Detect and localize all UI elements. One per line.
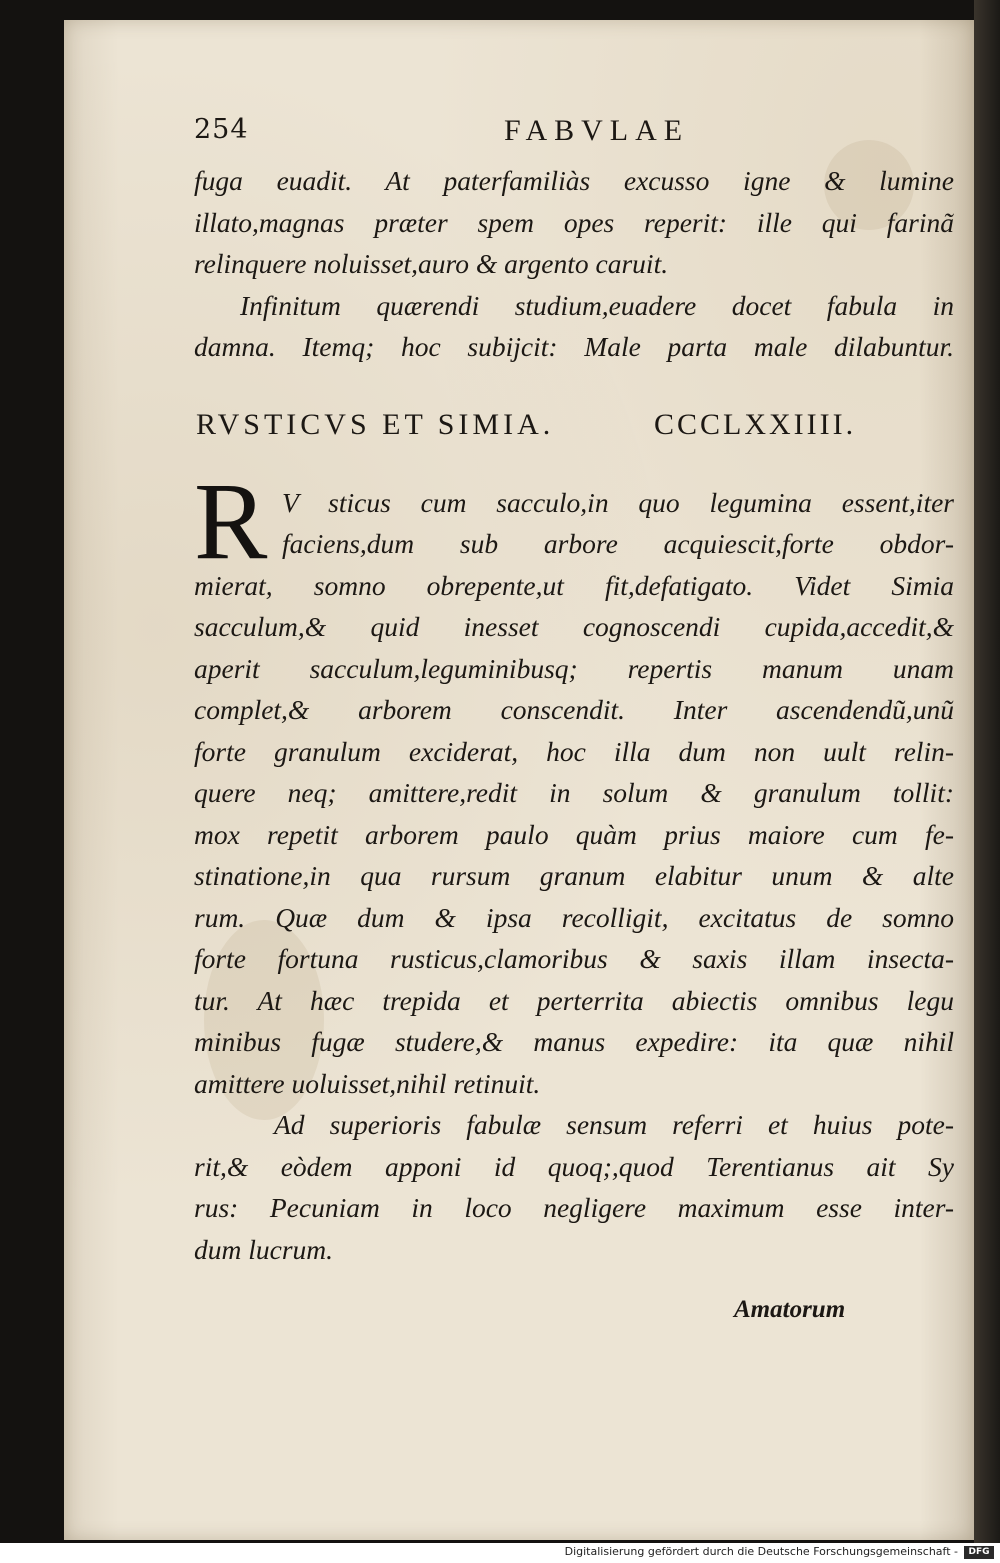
running-head: FABVLAE (504, 114, 690, 147)
text-line: relinquere noluisset,auro & argento caruit. (194, 248, 669, 279)
text-line: amittere uoluisset,nihil retinuit. (194, 1067, 541, 1099)
page-header (194, 108, 954, 160)
text-line: damna. Itemq; hoc subijcit: Male parta male dilabuntur. (194, 331, 954, 362)
text-line: fuga euadit. At paterfamiliàs excusso igne & lumine (194, 165, 954, 196)
footer-credit: Digitalisierung gefördert durch die Deutsche Forschungsgemeinschaft - (564, 1545, 958, 1558)
text-line: forte fortuna rusticus,clamoribus & saxis illam insecta- (194, 943, 954, 974)
text-line: rit,& eòdem apponi id quoq;,quod Terentianus ait Sy (194, 1150, 954, 1182)
text-line: V sticus cum sacculo,in quo legumina essent,iter (282, 486, 954, 518)
fable-title-text: RVSTICVS ET SIMIA. (196, 407, 555, 441)
text-line: mierat, somno obrepente,ut fit,defatigato. Videt Simia (194, 569, 954, 601)
text-line: quere neq; amittere,redit in solum & granulum tollit: (194, 777, 954, 808)
text-line: minibus fugæ studere,& manus expedire: ita quæ nihil (194, 1026, 954, 1057)
dfg-logo-icon[interactable]: DFG (964, 1546, 994, 1559)
fable-paragraph (194, 459, 954, 1105)
page-text (194, 108, 954, 1323)
text-line: forte granulum exciderat, hoc illa dum non uult relin- (194, 735, 954, 767)
intro-paragraph (194, 160, 954, 285)
text-line: Ad superioris fabulæ sensum referri et huius pote- (274, 1109, 954, 1140)
text-line: mox repetit arborem paulo quàm prius maiore cum fe- (194, 818, 954, 850)
text-line: dum lucrum. (194, 1233, 334, 1265)
text-line: faciens,dum sub arbore acquiescit,forte obdor- (282, 528, 954, 559)
text-line: tur. At hæc trepida et perterrita abiectis omnibus legu (194, 984, 954, 1016)
moral-paragraph (194, 285, 954, 368)
book-gutter (974, 0, 1000, 1563)
text-line: rus: Pecuniam in loco negligere maximum esse inter- (194, 1192, 954, 1223)
fable-title (194, 402, 954, 464)
page-number: 254 (194, 114, 249, 145)
catchword: Amatorum (734, 1296, 846, 1323)
closing-paragraph (194, 1104, 954, 1270)
text-line: complet,& arborem conscendit. Inter ascendendũ,unũ (194, 694, 954, 725)
fable-number: CCCLXXIIII. (654, 407, 857, 441)
text-line: aperit sacculum,leguminibusq; repertis manum unam (194, 652, 954, 684)
text-line: rum. Quæ dum & ipsa recolligit, excitatus de somno (194, 901, 954, 933)
drop-cap: R (194, 459, 268, 582)
digitization-footer (0, 1543, 1000, 1563)
text-line: stinatione,in qua rursum granum elabitur unum & alte (194, 860, 954, 891)
text-line: sacculum,& quid inesset cognoscendi cupida,accedit,& (194, 611, 954, 642)
text-line: Infinitum quærendi studium,euadere docet fabula in (240, 289, 954, 321)
text-line: illato,magnas præter spem opes reperit: ille qui farinã (194, 206, 954, 238)
